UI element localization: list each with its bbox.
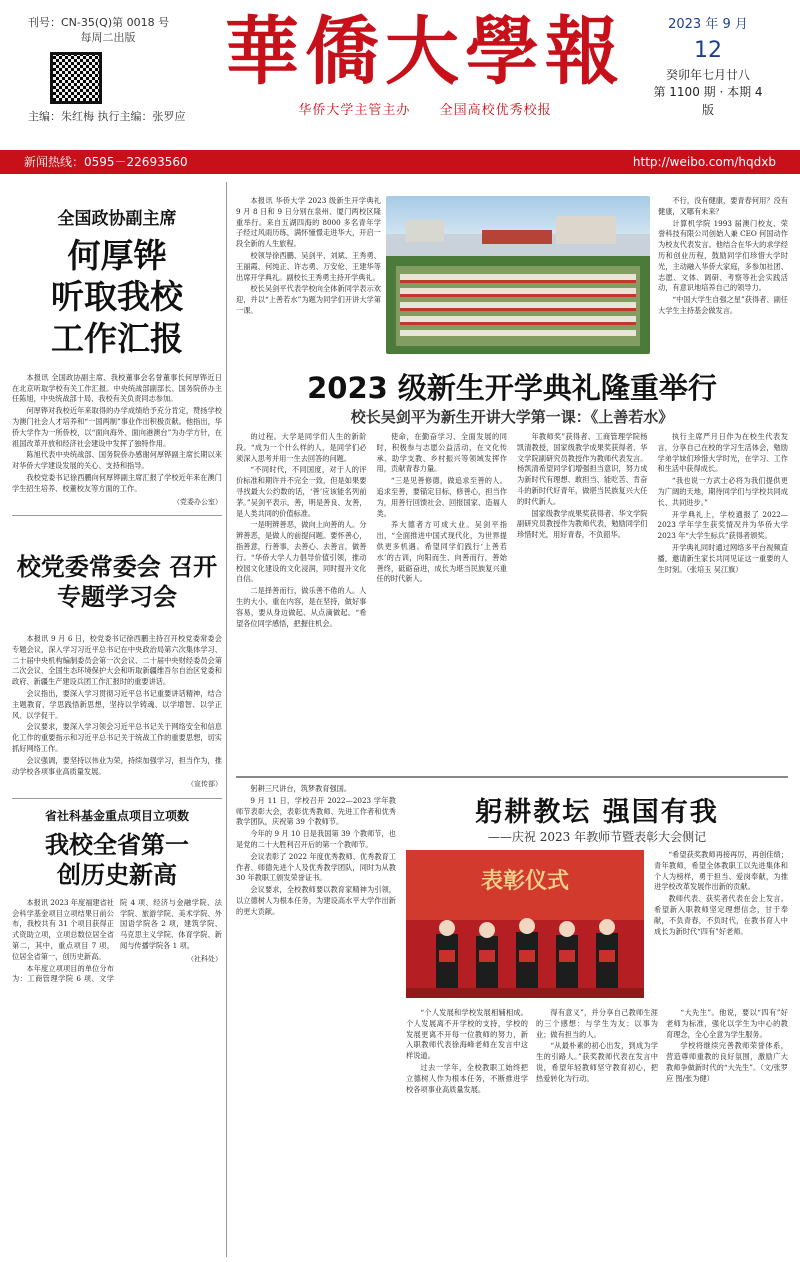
paragraph: “希望获奖教师再接再厉，再创佳绩；青年教师，希望全体教职工以先进集体和个人为榜样，勇于担当、爱岗奉献，为推进学校改革发展作出新的贡献。 — [654, 850, 788, 892]
award-photo — [406, 850, 644, 998]
teachers-headline: 躬耕教坛 强国有我 — [475, 797, 719, 828]
contact-bar — [0, 150, 800, 174]
issue-day: 12 — [694, 37, 722, 63]
news-hotline: 新闻热线：0595－22693560 — [24, 155, 188, 169]
ceremony-photo — [386, 196, 650, 354]
paragraph: “三是见善修德，做追求至善的人。追求至善，要锚定目标，修善心，担当作为，用善行回馈社会、回报国家、造福人类。 — [376, 476, 507, 518]
weibo-link[interactable]: http://weibo.com/hqdxb — [632, 155, 776, 169]
paragraph: 养大德者方可成大业。吴剑平指出，“全面推进中国式现代化，为世界提供更多机遇。希望同学们践行‘上善若水’的古训，向阳而生、向善而行，善始善终，砥砺奋进，成长为堪当民族复兴重任的时代新人。 — [376, 520, 507, 584]
issue-date: 2023 年 9 月 — [668, 17, 748, 32]
issue-number: 第 1100 期 · 本期 4 版 — [653, 85, 763, 117]
paragraph: 校领导徐西鹏、吴剑平、刘斌、王秀勇、王丽霞、何纯正、许志勇、万安伦、王建华等出席开学典礼。副校长王秀勇主持开学典礼。 — [236, 250, 381, 282]
hero-side-article — [658, 196, 788, 318]
paragraph: 开学典礼上，学校通报了 2022—2023 学年学生获奖情况并为华侨大学 2023 年“大学生标兵”获得者颁奖。 — [657, 509, 788, 541]
publish-schedule: 每周二出版 — [80, 30, 136, 44]
masthead-left — [28, 16, 188, 125]
paragraph: 开学典礼同时通过网络多平台视频直播，邀请新生家长共同见证这一重要的人生时刻。（张培玉 吴江旗） — [657, 542, 788, 574]
divider — [12, 798, 222, 799]
paragraph: 执行主席严月日作为在校生代表发言，分享自己在校的学习生活体会，勉励学弟学妹们珍惜大学时光，在学习、工作和生活中获得成长。 — [657, 432, 788, 474]
lead-credit: （党委办公室） — [173, 497, 222, 506]
paragraph: 本报讯 华侨大学 2023 级新生开学典礼 9 月 8 日和 9 日分别在泉州、厦门两校区隆重举行。来自五湖四海的 8000 多名青年学子经过风雨历练，满怀憧憬走进华大，开启一段全新的人生旅程。 — [236, 196, 381, 249]
teachers-article-right — [654, 850, 788, 938]
paragraph: 会议强调，要坚持以伟业为荣，持续加强学习，担当作为，推动学校各项事业高质量发展。 — [12, 755, 222, 776]
paragraph: 二是择善而行，做乐善不倦的人。人生的大小、重在内容，是在坚持，做好事容易，要从身边做起、从点滴做起。“希望各位同学感悟，把握住机会。 — [236, 586, 367, 628]
main-article — [236, 432, 788, 630]
teachers-subheadline: ——庆祝 2023 年教师节暨表彰大会侧记 — [487, 830, 707, 844]
paragraph: “我也说一方武士必将为我们提供更为广阔的天地，期待同学们与学校共同成长、共同进步。” — [657, 476, 788, 507]
divider — [12, 515, 222, 516]
article-column — [658, 432, 789, 630]
main-headline: 2023 级新生开学典礼隆重举行 — [307, 371, 717, 405]
article-column — [236, 432, 367, 630]
article-column — [377, 432, 508, 630]
paragraph: 何厚铧对我校近年来取得的办学成绩给予充分肯定，赞扬学校为澳门社会人才培养和“一国两制”事业作出积极贡献。他指出，华侨大学作为一所侨校，以“面向海外、面向港澳台”为办学方针，在祖国改革开放和经济社会建设中发挥了独特作用。 — [12, 406, 222, 448]
lunar-date: 癸卯年七月廿八 — [665, 67, 750, 82]
paragraph: 今年的 9 月 10 日是我国第 39 个教师节，也是党的二十大胜利召开后的第一个教师节。 — [236, 829, 396, 849]
third-article — [12, 898, 222, 985]
paragraph: 会议要求，全校教师要以教育家精神为引领，以立德树人为根本任务，为建设高水平大学作出新的更大贡献。 — [236, 885, 396, 916]
article-column — [517, 432, 648, 630]
qr-code-icon — [50, 52, 102, 104]
editor-line: 主编：朱红梅 执行主编：张罗应 — [28, 109, 186, 123]
paragraph: “个人发展和学校发展相辅相成。个人发展离不开学校的支持，学校的发展更离不开每一位教师的努力，新入职教师代表徐海峰老师在发言中这样说道。 — [406, 1008, 528, 1061]
second-article — [12, 634, 222, 790]
teachers-article-bottom — [406, 1008, 788, 1096]
paragraph: 年教师奖”获得者、工商管理学院杨凯清教授，国家级教学成果奖获得者、华文学院副研究员教授作为教师代表发言。杨凯清希望同学们增强担当意识，努力成为新时代有理想、敢担当、能吃苦、肯奋斗的新时代好青年，做堪当民族复兴大任的时代新人。 — [517, 432, 648, 506]
award: 全国高校优秀校报 — [439, 103, 552, 119]
third-headline: 我校全省第一 创历史新高 — [45, 830, 189, 889]
paragraph: 陈旭代表中央统战部、国务院侨办感谢何厚铧副主席长期以来对华侨大学建设发展的关心、支持和指导。 — [12, 450, 222, 471]
lead-kicker: 全国政协副主席 — [57, 209, 177, 229]
paragraph: 本报讯 全国政协副主席、我校董事会名誉董事长何厚铧近日在北京听取学校有关工作汇报。中央统战部副部长、国务院侨办主任陈旭，中央统战部十局、我校有关负责同志参加。 — [12, 372, 222, 404]
paragraph: 9 月 11 日，学校召开 2022—2023 学年教师节表彰大会，表彰优秀教师、先进工作者和优秀教学团队，庆祝第 39 个教师节。 — [236, 795, 396, 827]
article-column — [536, 1008, 658, 1096]
main-subheadline: 校长吴剑平为新生开讲大学第一课：《上善若水》 — [350, 408, 674, 426]
paragraph: 使命，在勤奋学习、全面发展的同时，积极参与志愿公益活动，在文化传承、助学支教、乡村振兴等领域发挥作用，贡献青春力量。 — [376, 432, 507, 474]
left-column — [12, 182, 222, 1252]
newspaper-title: 華僑大學報 — [225, 9, 625, 95]
second-headline: 校党委常委会 召开专题学习会 — [16, 553, 218, 612]
motto: 华侨大学主管主办 — [298, 103, 411, 119]
paragraph: “大先生”。他说，要以“四有”好老师为标准，强化以学生为中心的教育理念，全心全意为学生服务。 — [666, 1008, 788, 1039]
paragraph: 国家级教学成果奖获得者、华文学院副研究员教授作为教师代表，勉励同学们珍惜时光，用好青春，不负韶华。 — [517, 508, 648, 540]
third-credit: （社科处） — [187, 954, 222, 963]
teachers-article-left — [236, 784, 396, 919]
paragraph: 教师代表、获奖者代表在会上发言。希望新入职教师坚定理想信念，甘于奉献，不负青春，不负时代，在教书育人中成长为新时代“四有”好老师。 — [654, 894, 788, 936]
paragraph: 一是明辨善恶，做向上向善的人。分辨善恶，是做人的前提问题。要怀善心，指善意，行善事，去善心、去善言，做善行。“华侨大学人力倡导价值引领，推动校园文化建设的文化浸润，同时提升文化自信。 — [236, 520, 367, 584]
lead-article — [12, 373, 222, 507]
masthead — [0, 0, 800, 150]
stadium-image — [386, 196, 650, 354]
article-column — [666, 1008, 788, 1096]
paragraph: 会议指出，要深入学习贯彻习近平总书记重要讲话精神，结合主题教育，学思践悟新思想，坚持以学铸魂、以学增智、以学正风、以学促干。 — [12, 689, 222, 720]
paragraph: 我校党委书记徐西鹏向何厚铧副主席汇报了学校近年来在澳门学生招生培养、校董校友等方面的工作。 — [12, 472, 222, 493]
paragraph: 校长吴剑平代表学校向全体新同学表示欢迎，并以“上善若水”为题为同学们开讲大学第一课。 — [236, 284, 381, 315]
paragraph: 的过程。大学是同学们人生的新阶段。“成为一个什么样的人，是同学们必须深入思考并用一生去回答的问题。 — [236, 432, 367, 463]
paragraph: 计算机学院 1993 届澳门校友、荣誉科技有限公司创始人兼 CEO 何国动作为校友代表发言。他结合在华大的求学经历和创业历程，鼓励同学们珍惜大学时光，主动融入华侨大家庭，多参加社团、志愿、文体、调研、考察等社会实践活动，有意识地培养自己的领导力。 — [658, 218, 788, 293]
photo-banner: 表彰仪式 — [480, 868, 570, 894]
article-column — [406, 1008, 528, 1096]
paragraph: 学校将继续完善教师荣誉体系，营造尊师重教的良好氛围，激励广大教师争做新时代的“大先生”。（文/张罗应 图/张为健） — [666, 1041, 788, 1083]
masthead-right — [648, 16, 768, 119]
column-rule — [226, 182, 227, 1257]
paragraph: “不同时代，不同国度，对于人的评价标准和期许并不完全一致，但是如果要寻找最大公约数的话，‘善’应该能名列前茅。”吴剑平表示，善，明是善良、友善，是人类共同的价值标准。 — [236, 465, 367, 518]
paragraph: “从最朴素的初心出发，到成为学生的引路人。”获奖教师代表在发言中说，希望年轻教师坚守教育初心，把热爱转化为行动。 — [536, 1041, 658, 1083]
serial-number: 刊号：CN-35(Q)第 0018 号 — [28, 16, 170, 29]
paragraph: 会议表彰了 2022 年度优秀教师、优秀教育工作者、师德先进个人及优秀教学团队，同时为从教 30 年教职工颁发荣誉证书。 — [236, 851, 396, 883]
paragraph: 本报讯 9 月 6 日，校党委书记徐西鹏主持召开校党委常委会专题会议，深入学习习近平总书记在中央政治局第六次集体学习、二十届中央机构编制委员会第一次会议、二十届中央财经委员会第二次会议、全国生态环境保护大会和听取新疆维吾尔自治区党委和政府、新疆生产建设兵团工作汇报时的重要讲话。 — [12, 634, 222, 687]
paragraph: 不行，没有健康，要青春何用？没有健康，又哪有未来？ — [658, 196, 788, 216]
paragraph: 会议要求，要深入学习领会习近平总书记关于网络安全和信息化工作的重要指示和习近平总书记关于统战工作的重要思想，切实抓好网络工作。 — [12, 722, 222, 753]
hero-article — [236, 196, 381, 318]
paragraph: 本年度立项项目的单位分布为：工商管理学院 6 项、文学院 4 项、经济与金融学院、法学院、旅游学院、美术学院、外国语学院各 2 项，建筑学院、马克思主义学院、体育学院、新闻与传播学院各 1 项。 — [12, 897, 222, 984]
third-kicker: 省社科基金重点项目立项数 — [44, 808, 189, 823]
lead-headline: 何厚铧 听取我校 工作汇报 — [51, 236, 183, 358]
award-ceremony-image — [406, 850, 644, 998]
paragraph: 躬耕三尺讲台，筑梦教育强国。 — [250, 784, 352, 793]
section-divider — [236, 776, 788, 778]
paragraph: 本报讯 2023 年度福建省社会科学基金项目立项结果日前公布，我校共有 31 个项目获得正式资助立项，立项总数位居全省第二，其中，重点项目 7 项，位居全省第一，创历史新高。 — [12, 897, 114, 961]
paragraph: 得有意义”，并分享自己教师生涯的三个感想：与学生为友；以事为业；做有担当的人。 — [536, 1008, 658, 1039]
brand-subtitle — [200, 99, 650, 118]
second-credit: （宣传部） — [187, 780, 222, 789]
brand — [200, 9, 650, 119]
paragraph: 过去一学年，全校教职工始终把立德树人作为根本任务，不断推进学校各项事业高质量发展。 — [406, 1062, 528, 1094]
paragraph: “中国大学生自强之星”获得者、副任大学生主持基会做发言。 — [658, 295, 788, 315]
